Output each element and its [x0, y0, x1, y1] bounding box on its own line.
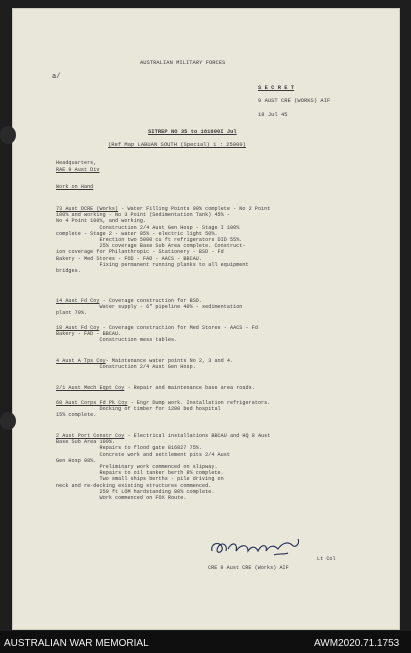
entry-unit-name: 14 Aust Fd Coy [56, 298, 100, 304]
signature-block: CRE 9 Aust CRE (Works) AIF [208, 565, 289, 571]
entry-text-line: Repairs to oil tanker berth 8% complete. [56, 470, 224, 477]
entry-text-line: - Coverage construction for BSD. [99, 298, 203, 304]
entry-text-line: Docking of timber for 1200 bed hospital [56, 406, 221, 413]
entry-text-line: neck and re-decking existing structures commenced. [56, 482, 212, 489]
entry-text-line: Preliminary work commenced on slipway. [56, 464, 218, 471]
entry-text-line: - Maintenance water points No 2, 3 and 4. [105, 358, 234, 364]
entry-unit-name: 73 Aust DCRE (Works) [56, 206, 119, 212]
address-line: Headquarters, [56, 160, 97, 166]
report-entry [56, 298, 242, 317]
report-entry [56, 358, 233, 370]
map-reference: (Ref Map LABUAN SOUTH (Special) 1 : 25000) [108, 142, 246, 148]
report-entry [56, 385, 255, 391]
entry-text-line: Repairs to flood gate 816827 75%. [56, 445, 203, 452]
entry-text-line: Water supply - 6" pipeline 40% - sedimentation [56, 304, 243, 311]
entry-text-line: Fixing permanent running planks to all equipment [56, 261, 249, 268]
entry-text-line: Construction mess tables. [56, 337, 178, 344]
entry-unit-name: 4 Aust A Tps Coy [56, 358, 106, 364]
entry-text-line: plant 70%. [56, 310, 88, 317]
entry-text-line: - Electrical installations BBCAU and HQ 8 Aust [124, 433, 271, 439]
address-line: RAE 9 Aust Div [56, 167, 100, 173]
entry-unit-name: 2/1 Aust Mech Eqpt Coy [56, 385, 125, 391]
unit-name: 9 AUST CRE (WORKS) AIF [258, 98, 331, 104]
entry-text-line: Concrete work and settlement pits 2/4 Aust [56, 451, 230, 458]
entry-text-line: Construction 2/4 Aust Gen Hosp. [56, 364, 196, 371]
entry-text-line: - Coverage construction for Med Stores - AACS - Fd [99, 325, 258, 331]
organization-heading: AUSTRALIAN MILITARY FORCES [140, 60, 226, 66]
footer-source: AUSTRALIAN WAR MEMORIAL [4, 638, 149, 649]
section-heading: Work on Hand [56, 184, 94, 190]
entry-text-line: bridges. [56, 268, 81, 275]
report-entry [56, 325, 258, 344]
entry-text-line: Base Sub Area 100%. [56, 439, 116, 446]
entry-text-line: 25% coverage Base Sub Area complete. Construct- [56, 243, 246, 250]
archive-footer [0, 631, 411, 653]
entry-text-line: Gen Hosp 98%. [56, 457, 97, 464]
entry-unit-name: 60 Aust Corps Fd Pk Coy [56, 400, 128, 406]
footer-accession-number: AWM2020.71.1753 [314, 638, 400, 649]
entry-text-line: Bakery - FAD - BBCAU. [56, 331, 122, 338]
handwritten-signature [208, 533, 302, 561]
entry-text-line: - Repair and maintenance base area roads. [124, 385, 255, 391]
report-entry [56, 433, 270, 501]
classification: S E C R E T [258, 85, 295, 91]
entry-text-line: 100% and working - No 3 Point (Sedimentation Tank) 45% - [56, 212, 230, 219]
report-entry [56, 400, 270, 419]
punch-hole [0, 412, 16, 430]
signatory-rank: Lt Col [317, 556, 336, 562]
entry-text-line: Work commenced on FOX Route. [56, 495, 187, 502]
punch-hole [0, 126, 16, 144]
entry-text-line: - Engr Dump work. Installation refrigerators. [127, 400, 271, 406]
entry-text-line: - Water Filling Points 90% complete - No 2 Point [118, 206, 271, 212]
report-entry [56, 206, 270, 274]
entry-text-line: ion coverage for Philanthropic - Stationery - BSD - Fd [56, 249, 224, 256]
entry-unit-name: 2 Aust Port Constr Coy [56, 433, 125, 439]
entry-text-line: 250 ft LOM hardstanding 80% complete. [56, 488, 215, 495]
entry-text-line: complete - Stage 2 - water 85% - electric light 50%. [56, 230, 218, 237]
entry-text-line: Erection two 5000 cu ft refrigerators DID 55%. [56, 237, 243, 244]
entry-unit-name: 18 Aust Fd Coy [56, 325, 100, 331]
sitrep-title: SITREP NO 35 to 181600I Jul [148, 129, 237, 135]
document-page [12, 8, 400, 630]
entry-text-line: 15% complete. [56, 412, 97, 419]
entry-text-line: Two small ships berths - pile driving on [56, 476, 224, 483]
entry-text-line: No 4 Point 100%, and working. [56, 218, 147, 225]
corner-mark: a/ [52, 73, 61, 81]
document-date: 18 Jul 45 [258, 112, 288, 118]
entry-text-line: Construction 2/4 Aust Gen Hosp - Stage I 100% [56, 224, 240, 231]
entry-text-line: Bakery - Med Stores - FOD - FAD - AACS - BBCAU. [56, 255, 203, 262]
